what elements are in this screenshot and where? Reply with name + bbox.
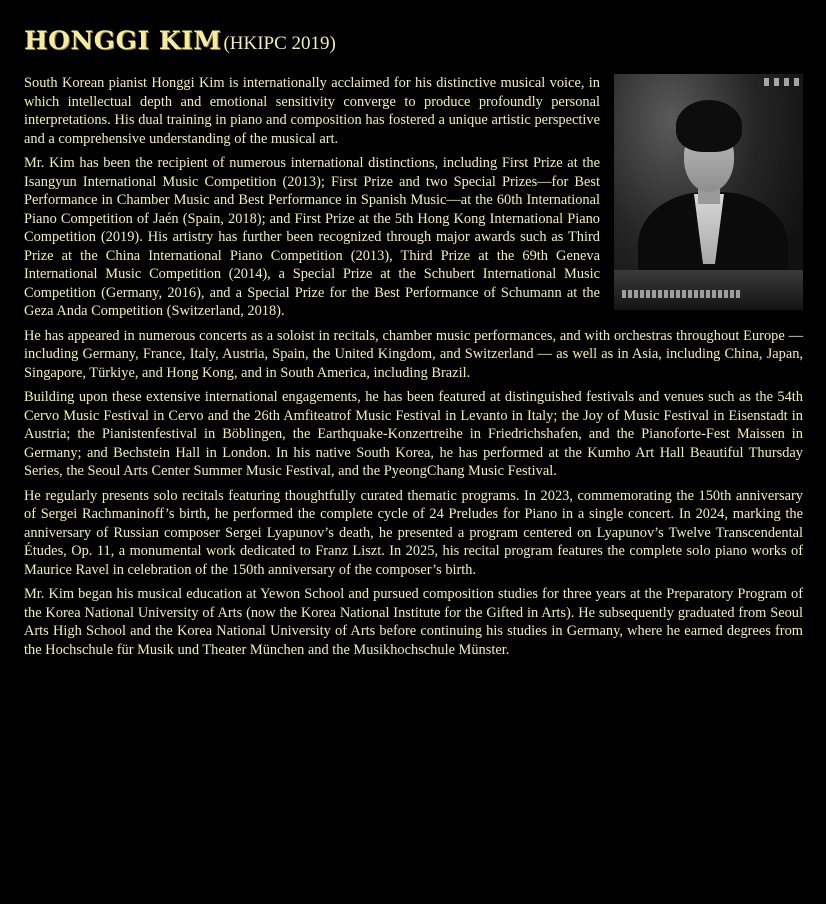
page-header	[24, 26, 803, 56]
bio-paragraph-intro: South Korean pianist Honggi Kim is internationally acclaimed for his distinctive musical voice, in which intellectual depth and emotional sensitivity converge to produce profoundly personal interpretations. His dual training in piano and composition has fostered a unique artistic perspective and a comprehensive understanding of the musical art.	[24, 75, 600, 147]
artist-name: HONGGI KIM	[24, 26, 222, 55]
bio-paragraph-education: Mr. Kim began his musical education at Yewon School and pursued composition studies for three years at the Preparatory Program of the Korea National University of Arts (now the Korea National Institute for the Gifted in Arts). He subsequently graduated from Seoul Arts High School and the Korea National University of Arts before continuing his studies in Germany, where he earned degrees from the Hochschule für Musik und Theater München and the Musikhochschule Münster.	[24, 586, 803, 658]
bio-paragraph-concerts: He has appeared in numerous concerts as a soloist in recitals, chamber music performances, and with orchestras throughout Europe — including Germany, France, Italy, Austria, Spain, the United Kingdom, and Switzerland — as well as in Asia, including China, Japan, Singapore, Türkiye, and Hong Kong, and in South America, including Brazil.	[24, 327, 803, 381]
portrait-photo	[614, 74, 803, 310]
biography-page	[24, 26, 803, 665]
bio-paragraph-festivals: Building upon these extensive international engagements, he has been featured at distinguished festivals and venues such as the 54th Cervo Music Festival in Cervo and the 26th Amfiteatrof Music Festival in Levanto in Italy; the Joy of Music Festival in Eisenstadt in Austria; the Pianistenfestival in Böblingen, the Earthquake-Konzertreihe in Friedrichshafen, and the Pianoforte-Fest Maissen in Germany; and Bechstein Hall in London. In his native South Korea, he has performed at the Kumho Art Hall Beautiful Thursday Series, the Seoul Arts Center Summer Music Festival, and the PyeongChang Music Festival.	[24, 389, 803, 479]
bio-paragraph-recitals: He regularly presents solo recitals featuring thoughtfully curated thematic programs. In 2023, commemorating the 150th anniversary of Sergei Rachmaninoff’s birth, he performed the complete cycle of 24 Preludes for Piano in a single concert. In 2024, marking the anniversary of Russian composer Sergei Lyapunov’s death, he presented a program centered on Lyapunov’s Twelve Transcendental Études, Op. 11, a monumental work dedicated to Franz Liszt. In 2025, his recital program features the complete solo piano works of Maurice Ravel in celebration of the 150th anniversary of the composer’s birth.	[24, 487, 803, 578]
bio-paragraph-awards: Mr. Kim has been the recipient of numerous international distinctions, including First Prize at the Isangyun International Music Competition (2013); First Prize and two Special Prizes—for Best Performance in Chamber Music and Best Performance in Spanish Music—at the 60th International Piano Competition of Jaén (Spain, 2018); and First Prize at the 5th Hong Kong International Piano Competition (2019). His artistry has further been recognized through major awards such as Third Prize at the China International Piano Competition (2013), Third Prize at the 69th Geneva International Music Competition (2014), a Special Prize at the Schubert International Music Competition (Germany, 2016), and a Special Prize for the Best Performance of Schumann at the Geza Anda Competition (Switzerland, 2018).	[24, 155, 600, 319]
competition-label: (HKIPC 2019)	[223, 33, 336, 54]
